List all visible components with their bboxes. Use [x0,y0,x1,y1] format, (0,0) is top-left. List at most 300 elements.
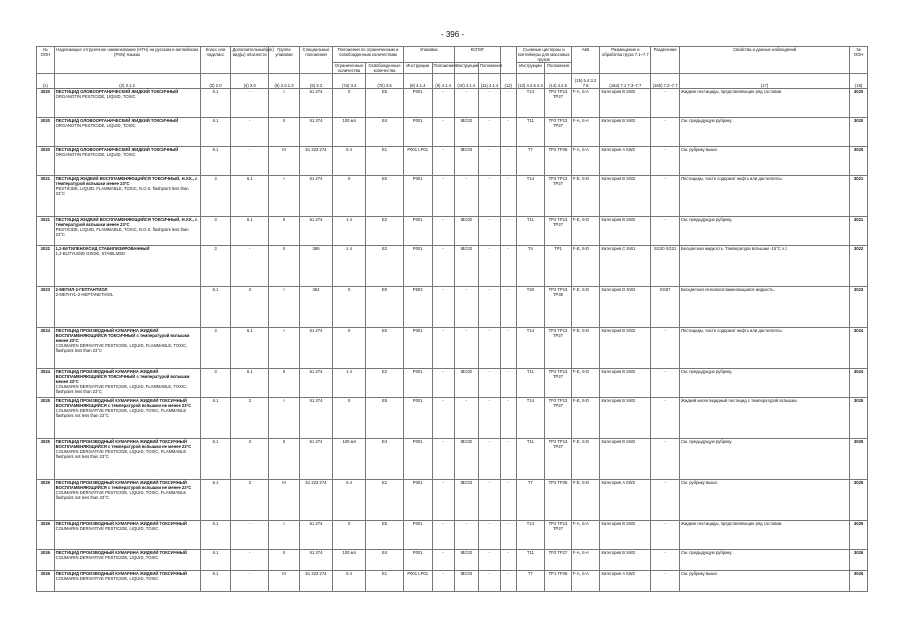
name-ru: ПЕСТИЦИД ПРОИЗВОДНЫЙ КУМАРИНА ЖИДКИЙ ТОКСИЧНЫЙ [55,521,187,526]
packing-prov-cell: - [432,521,454,550]
colnum: (12) [501,74,516,89]
excepted-qty-cell: E2 [366,246,404,287]
header-stowage: Размещение и обработка груза 7.1–7.7 [600,47,651,74]
excepted-qty-cell: E1 [366,147,404,176]
ibc-prov-cell: - [478,571,500,592]
limited-qty-cell: 0 [333,398,366,439]
segregation-cell: SG20 SG21 [651,246,680,287]
sp-cell: 61 274 [299,176,332,217]
colnum: (18) [850,74,868,89]
properties-cell: См. предыдущую рубрику. [680,439,850,480]
table-row [37,147,868,176]
sp-cell: 61 274 [299,398,332,439]
segregation-cell: - [651,550,680,571]
pg-cell: II [269,246,300,287]
colnum: (16a) 7.1 7.3–7.7 [600,74,651,89]
packing-prov-cell: - [432,550,454,571]
name-ru: ПЕСТИЦИД ПРОИЗВОДНЫЙ КУМАРИНА ЖИДКИЙ ТОКСИЧНЫЙ ВОСПЛАМЕНЯЮЩИЙСЯ с температурой вспышки не менее 23°C [55,398,192,408]
properties-cell: См. предыдущую рубрику. [680,550,850,571]
ibc-instr-cell: IBC02 [454,246,478,287]
un2-cell: 3022 [850,246,868,287]
header-un2: № ООН [850,47,868,74]
pg-cell: I [269,89,300,118]
tank-instr-cell: T11 [516,217,545,246]
limited-qty-cell: 5 л [333,147,366,176]
ibc-prov-cell: - [478,480,500,521]
ibc-prov-cell: - [478,176,500,217]
class-cell: 3 [200,217,231,246]
stowage-cell: Категория C SW1 [600,246,651,287]
table-row [37,480,868,521]
col12-cell: - [501,89,516,118]
ibc-prov-cell: - [478,89,500,118]
header-lim-qty: Ограниченные количества [333,63,366,74]
stowage-cell: Категория B SW2 [600,369,651,398]
packing-instr-cell: P001 [403,521,432,550]
packing-prov-cell: - [432,369,454,398]
tank-instr-cell: T11 [516,439,545,480]
excepted-qty-cell: E0 [366,287,404,328]
ems-cell: F-E, S-D [571,328,600,369]
packing-instr-cell: P602 [403,287,432,328]
pg-cell: I [269,328,300,369]
excepted-qty-cell: E5 [366,521,404,550]
colnum: (16b) 7.2–7.7 [651,74,680,89]
table-row [37,571,868,592]
properties-cell: См. предыдущую рубрику. [680,217,850,246]
class-cell: 6.1 [200,147,231,176]
un-cell: 3026 [37,521,55,550]
pg-cell: III [269,571,300,592]
table-body [37,89,868,592]
properties-cell: См. рубрику выше. [680,147,850,176]
tank-prov-cell: TP2 TP27 [545,550,572,571]
tank-instr-cell: T4 [516,246,545,287]
table-row [37,118,868,147]
name-cell [54,147,200,176]
name-ru: 1,2-БУТИЛЕНОКСИД СТАБИЛИЗИРОВАННЫЙ [55,246,150,251]
class-cell: 6.1 [200,439,231,480]
excepted-qty-cell: E4 [366,550,404,571]
header-pg: Группа упаковки [269,47,300,74]
name-ru: ПЕСТИЦИД ПРОИЗВОДНЫЙ КУМАРИНА ЖИДКИЙ ТОКСИЧНЫЙ ВОСПЛАМЕНЯЮЩИЙСЯ с температурой вспышки не менее 23°C [55,480,192,490]
ibc-instr-cell: - [454,287,478,328]
tank-prov-cell: TP2 TP28 [545,480,572,521]
excepted-qty-cell: E1 [366,480,404,521]
subsidiary-cell: - [231,89,269,118]
colnum: (11) 4.1.4 [478,74,500,89]
ibc-prov-cell: - [478,521,500,550]
name-en: ORGANOTIN PESTICIDE, LIQUID, TOXIC [55,94,136,99]
sp-cell: 61 223 274 [299,571,332,592]
excepted-qty-cell: E0 [366,328,404,369]
segregation-cell: - [651,217,680,246]
table-row [37,328,868,369]
table-row [37,89,868,118]
ems-cell: F-A, S-A [571,147,600,176]
col12-cell: - [501,246,516,287]
packing-instr-cell: P001 [403,176,432,217]
ibc-prov-cell: - [478,118,500,147]
col12-cell: - [501,369,516,398]
pg-cell: I [269,398,300,439]
name-cell [54,550,200,571]
un2-cell: 3025 [850,480,868,521]
tank-prov-cell: TP2 TP13 TP27 [545,369,572,398]
ibc-instr-cell: IBC02 [454,118,478,147]
pg-cell: II [269,439,300,480]
ibc-instr-cell: - [454,89,478,118]
properties-cell: Пестициды, часто содержат нефть или дистилляты. [680,328,850,369]
subsidiary-cell: 3 [231,398,269,439]
ems-cell: F-E, S-D [571,369,600,398]
segregation-cell: - [651,369,680,398]
excepted-qty-cell: E2 [366,369,404,398]
name-en: COUMARIN DERIVATIVE PESTICIDE, LIQUID, TOXIC [55,526,159,531]
class-cell: 6.1 [200,398,231,439]
colnum: (14) 4.2.5 [545,74,572,89]
subsidiary-cell: 6.1 [231,176,269,217]
header-pack-prov: Положения [432,63,454,74]
subsidiary-cell: - [231,246,269,287]
ibc-prov-cell: - [478,439,500,480]
segregation-cell: - [651,147,680,176]
sp-cell: 61 274 [299,328,332,369]
ibc-instr-cell: IBC03 [454,147,478,176]
stowage-cell: Категория B SW2 [600,176,651,217]
header-ems: АвК [571,47,600,74]
subsidiary-cell: 3 [231,480,269,521]
packing-prov-cell: - [432,217,454,246]
name-en: COUMARIN DERIVATIVE PESTICIDE, LIQUID, TOXIC, FLAMMABLE flashpoint not less than 23°C [55,490,187,500]
name-en: ORGANOTIN PESTICIDE, LIQUID, TOXIC [55,152,136,157]
ibc-prov-cell: - [478,246,500,287]
un-cell: 3021 [37,217,55,246]
stowage-cell: Категория B SW2 [600,398,651,439]
name-en: COUMARIN DERIVATIVE PESTICIDE, LIQUID, FLAMMABLE, TOXIC, flashpoint less than 23°C [55,343,188,353]
segregation-cell: - [651,480,680,521]
table-row [37,176,868,217]
un-cell: 3025 [37,439,55,480]
table-row [37,439,868,480]
class-cell: 3 [200,369,231,398]
un2-cell: 3026 [850,521,868,550]
packing-instr-cell: P001 [403,550,432,571]
tank-instr-cell: T14 [516,398,545,439]
un-cell: 3024 [37,328,55,369]
ems-cell: F-A, S-A [571,571,600,592]
name-en: COUMARIN DERIVATIVE PESTICIDE, LIQUID, TOXIC, FLAMMABLE flashpoint not less than 23°C [55,449,187,459]
properties-cell: Бесцветная легковоспламеняющаяся жидкость. [680,287,850,328]
colnum: (7b) 3.5 [366,74,404,89]
colnum: (15) 5.4.3.2 7.8 [571,74,600,89]
col12-cell: - [501,176,516,217]
header-row [37,47,868,63]
un-cell: 3024 [37,369,55,398]
ibc-instr-cell: IBC02 [454,369,478,398]
header-sp: Специальные положения [299,47,332,74]
un2-cell: 3026 [850,550,868,571]
name-ru: ПЕСТИЦИД ЖИДКИЙ ВОСПЛАМЕНЯЮЩИЙСЯ ТОКСИЧНЫЙ, Н.У.К., с температурой вспышки менее 23°C [55,217,198,227]
sp-cell: 61 274 [299,521,332,550]
properties-cell: Жидкие пестициды, представляющие ряд составов. [680,521,850,550]
stowage-cell: Категория A SW2 [600,147,651,176]
name-en: 1,2-BUTYLENE OXIDE, STABILIZED [55,251,126,256]
name-cell [54,398,200,439]
class-cell: 6.1 [200,89,231,118]
ibc-prov-cell: - [478,328,500,369]
ibc-instr-cell: - [454,521,478,550]
header-packing: Упаковка [403,47,454,63]
sp-cell: 61 274 [299,439,332,480]
tank-prov-cell: TP2 TP13 TP27 [545,118,572,147]
packing-instr-cell: P001 LP01 [403,147,432,176]
ems-cell: F-E, S-D [571,287,600,328]
ibc-prov-cell: - [478,369,500,398]
header-tank-instr: Инструкции [516,63,545,74]
table-row [37,246,868,287]
subsidiary-cell: 6.1 [231,217,269,246]
pg-cell: I [269,287,300,328]
packing-instr-cell: P001 [403,89,432,118]
colnum: (10) 4.1.4 [454,74,478,89]
name-cell [54,176,200,217]
class-cell: 6.1 [200,118,231,147]
col12-cell: - [501,147,516,176]
ems-cell: F-A, S-A [571,89,600,118]
properties-cell: См. рубрику выше. [680,571,850,592]
stowage-cell: Категория B SW2 [600,328,651,369]
colnum: (8) 4.1.4 [403,74,432,89]
name-ru: ПЕСТИЦИД ЖИДКИЙ ВОСПЛАМЕНЯЮЩИЙСЯ ТОКСИЧНЫЙ, Н.У.К., с температурой вспышки менее 23°C [55,176,198,186]
un2-cell: 3020 [850,89,868,118]
col12-cell: - [501,480,516,521]
colnum: (7a) 3.4 [333,74,366,89]
un-cell: 3023 [37,287,55,328]
un2-cell: 3026 [850,571,868,592]
col12-cell: - [501,398,516,439]
col12-cell: - [501,439,516,480]
tank-instr-cell: T14 [516,89,545,118]
table-row [37,550,868,571]
header-un: № ООН [37,47,55,74]
un2-cell: 3021 [850,176,868,217]
header-ibc-instr: Инструкции [454,63,478,74]
ibc-prov-cell: - [478,147,500,176]
packing-prov-cell: - [432,246,454,287]
name-en: COUMARIN DERIVATIVE PESTICIDE, LIQUID, FLAMMABLE, TOXIC, flashpoint less than 23°C [55,384,188,394]
un2-cell: 3023 [850,287,868,328]
col12-cell: - [501,217,516,246]
colnum: (9) 4.1.4 [432,74,454,89]
properties-cell: См. рубрику выше. [680,480,850,521]
pg-cell: I [269,176,300,217]
tank-instr-cell: T7 [516,147,545,176]
ibc-instr-cell: - [454,176,478,217]
header-props: Свойства и данные наблюдений [680,47,850,74]
column-number-row [37,74,868,89]
stowage-cell: Категория B SW2 [600,550,651,571]
header-subsidiary: Дополнительный(ые) вид(ы) опасности [231,47,269,74]
sp-cell: 61 223 274 [299,480,332,521]
excepted-qty-cell: E2 [366,217,404,246]
packing-instr-cell: P001 [403,480,432,521]
class-cell: 6.1 [200,480,231,521]
page-number: - 396 - [440,30,465,39]
name-cell [54,118,200,147]
packing-instr-cell: P001 [403,398,432,439]
ibc-instr-cell: IBC02 [454,217,478,246]
tank-instr-cell: T14 [516,521,545,550]
ems-cell: F-E, S-D [571,176,600,217]
name-ru: ПЕСТИЦИД ПРОИЗВОДНЫЙ КУМАРИНА ЖИДКИЙ ТОКСИЧНЫЙ ВОСПЛАМЕНЯЮЩИЙСЯ с температурой вспышки не менее 23°C [55,439,192,449]
pg-cell: II [269,217,300,246]
header-pack-instr: Инструкции [403,63,432,74]
colnum: (2) 3.1.2 [54,74,200,89]
class-cell: 3 [200,246,231,287]
properties-cell: См. предыдущую рубрику. [680,118,850,147]
stowage-cell: Категория B SW2 [600,89,651,118]
limited-qty-cell: 1 л [333,246,366,287]
tank-instr-cell: T7 [516,480,545,521]
packing-prov-cell: - [432,287,454,328]
tank-instr-cell: T11 [516,369,545,398]
subsidiary-cell: - [231,521,269,550]
stowage-cell: Категория B SW2 [600,217,651,246]
limited-qty-cell: 5 л [333,480,366,521]
name-cell [54,217,200,246]
tank-prov-cell: TP2 TP28 [545,147,572,176]
class-cell: 6.1 [200,287,231,328]
header-class: Класс или подкласс [200,47,231,74]
tank-prov-cell: TP2 TP13 TP27 [545,439,572,480]
tank-instr-cell: T11 [516,550,545,571]
excepted-qty-cell: E4 [366,439,404,480]
stowage-cell: Категория B SW2 [600,118,651,147]
stowage-cell: Категория D SW2 [600,287,651,328]
ems-cell: F-E, S-D [571,246,600,287]
subsidiary-cell: 6.1 [231,328,269,369]
packing-instr-cell: P001 [403,217,432,246]
packing-prov-cell: - [432,328,454,369]
colnum: (3) 2.0 [200,74,231,89]
sp-cell: 61 274 [299,217,332,246]
segregation-cell: - [651,118,680,147]
pg-cell: III [269,480,300,521]
name-cell [54,89,200,118]
packing-instr-cell: P001 [403,369,432,398]
segregation-cell: - [651,398,680,439]
subsidiary-cell: 3 [231,439,269,480]
properties-cell: Пестициды, часто содержат нефть или дистилляты. [680,176,850,217]
limited-qty-cell: 5 л [333,571,366,592]
segregation-cell: SG57 [651,287,680,328]
colnum: (1) [37,74,55,89]
name-ru: ПЕСТИЦИД ПРОИЗВОДНЫЙ КУМАРИНА ЖИДКИЙ ТОКСИЧНЫЙ [55,550,187,555]
tank-prov-cell: TP2 TP13 TP27 [545,89,572,118]
limited-qty-cell: 100 мл [333,118,366,147]
ibc-instr-cell: - [454,398,478,439]
ems-cell: F-E, S-D [571,480,600,521]
packing-instr-cell: P001 [403,439,432,480]
sp-cell: 61 274 [299,89,332,118]
un-cell: 3025 [37,480,55,521]
packing-prov-cell: - [432,89,454,118]
tank-prov-cell: TP2 TP13 TP27 [545,176,572,217]
tank-instr-cell: T14 [516,176,545,217]
un-cell: 3020 [37,89,55,118]
ibc-instr-cell: IBC03 [454,480,478,521]
name-cell [54,287,200,328]
name-cell [54,439,200,480]
header-tanks: Съемные цистерны и контейнеры для массовых грузов [517,47,570,62]
subsidiary-cell: - [231,550,269,571]
subsidiary-cell: - [231,571,269,592]
name-cell [54,521,200,550]
col12-cell: - [501,521,516,550]
tank-prov-cell: TP2 TP13 TP27 [545,521,572,550]
name-en: ORGANOTIN PESTICIDE, LIQUID, TOXIC [55,123,136,128]
class-cell: 3 [200,328,231,369]
tank-prov-cell: TP2 TP13 TP27 [545,217,572,246]
pg-cell: III [269,147,300,176]
subsidiary-cell: - [231,147,269,176]
col12-cell: - [501,328,516,369]
limited-qty-cell: 0 [333,176,366,217]
un2-cell: 3025 [850,439,868,480]
excepted-qty-cell: E4 [366,118,404,147]
ems-cell: F-A, S-A [571,118,600,147]
pg-cell: II [269,550,300,571]
pg-cell: II [269,118,300,147]
subsidiary-cell: 3 [231,287,269,328]
ibc-prov-cell: - [478,550,500,571]
col12-cell: - [501,571,516,592]
name-en: COUMARIN DERIVATIVE PESTICIDE, LIQUID, TOXIC [55,576,159,581]
packing-instr-cell: P001 [403,246,432,287]
name-cell [54,369,200,398]
stowage-cell: Категория A SW2 [600,571,651,592]
tank-prov-cell: TP2 TP13 TP35 [545,287,572,328]
segregation-cell: - [651,328,680,369]
packing-prov-cell: - [432,147,454,176]
segregation-cell: - [651,89,680,118]
properties-cell: Жидкие пестициды, представляющие ряд составов [680,89,850,118]
header-tank-prov: Положения [545,63,572,74]
tank-instr-cell: T11 [516,118,545,147]
ibc-prov-cell: - [478,287,500,328]
pg-cell: I [269,521,300,550]
packing-prov-cell: - [432,480,454,521]
properties-cell: Бесцветная жидкость. Температура вспышки -15°C з.т. [680,246,850,287]
excepted-qty-cell: E5 [366,398,404,439]
packing-prov-cell: - [432,571,454,592]
packing-prov-cell: - [432,176,454,217]
excepted-qty-cell: E1 [366,571,404,592]
packing-prov-cell: - [432,439,454,480]
pg-cell: II [269,369,300,398]
sp-cell: 354 [299,287,332,328]
tank-prov-cell: TP1 [545,246,572,287]
ems-cell: F-E, S-D [571,217,600,246]
tank-instr-cell: T7 [516,571,545,592]
class-cell: 6.1 [200,571,231,592]
col12-cell: - [501,550,516,571]
un2-cell: 3024 [850,369,868,398]
un-cell: 3020 [37,147,55,176]
table-row [37,287,868,328]
packing-prov-cell: - [432,398,454,439]
